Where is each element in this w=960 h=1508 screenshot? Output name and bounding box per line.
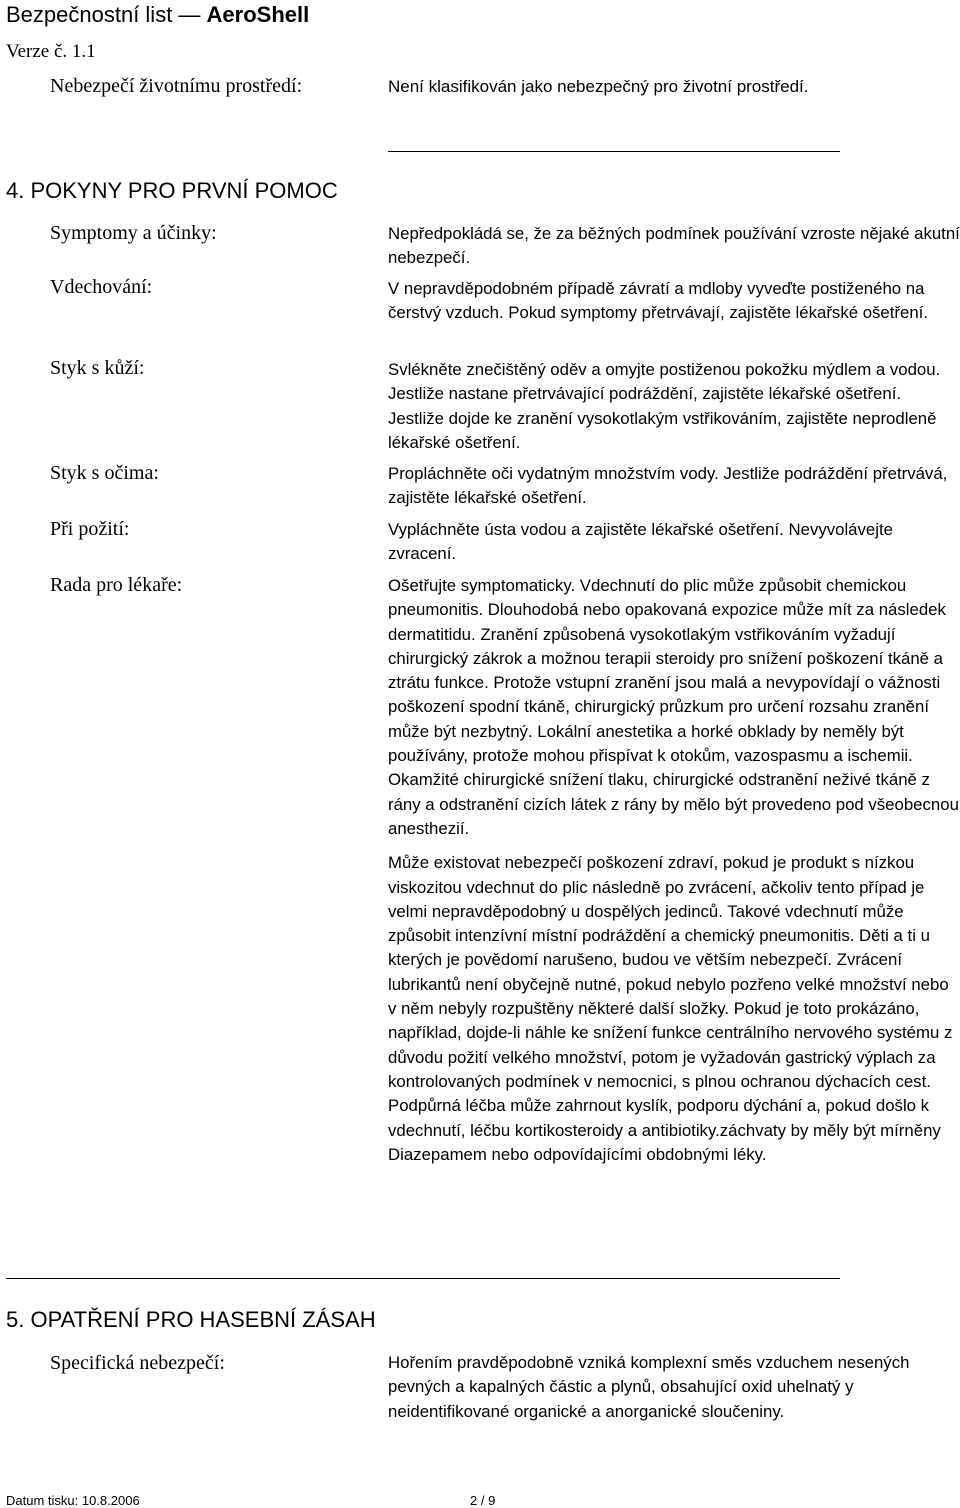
inhalation-label: Vdechování: xyxy=(50,276,153,298)
eye-contact-paragraph: Propláchněte oči vydatným množstvím vody. Jestliže podráždění přetrvává, zajistěte lékařské ošetření. xyxy=(388,464,948,508)
skin-contact-text xyxy=(388,358,960,455)
document-title-prefix: Bezpečnostní list — xyxy=(6,2,207,27)
page-number: 2 / 9 xyxy=(470,1493,496,1508)
eye-contact-text xyxy=(388,462,960,511)
inhalation-paragraph: V nepravděpodobném případě závratí a mdloby vyveďte postiženého na čerstvý vzduch. Pokud symptomy přetrvávají, zajistěte lékařské ošetření. xyxy=(388,279,929,323)
skin-contact-paragraph: Svlékněte znečištěný oděv a omyjte postiženou pokožku mýdlem a vodou. Jestliže nastane přetrvávající podráždění, zajistěte lékařské ošetření. Jestliže dojde ke zranění vysokotlakým vstřikováním, zajistěte neprodleně lékařské ošetření. xyxy=(388,360,941,452)
ingestion-text xyxy=(388,518,960,567)
specific-hazards-paragraph: Hořením pravděpodobně vzniká komplexní směs vzduchem nesených pevných a kapalných částic a plynů, obsahující oxid uhelnatý y neidentifikované organické a anorganické sloučeniny. xyxy=(388,1353,910,1421)
skin-contact-label: Styk s kůží: xyxy=(50,357,145,379)
environment-hazard-label: Nebezpečí životnímu prostředí: xyxy=(50,75,303,97)
physician-advice-paragraph-2: Může existovat nebezpečí poškození zdraví, pokud je produkt s nízkou viskozitou vdechnut do plic následně po zvrácení, ačkoliv tento případ je velmi nepravděpodobný u dospělých jedinců. Takové vdechnutí může způsobit intenzívní místní podráždění a chemický pneumonitis. Děti a ti u kterých je povědomí narušeno, budou ve větším nebezpečí. Zvrácení lubrikantů není obyčejně nutné, pokud nebylo pozřeno velké množství nebo v něm nebyly rozpuštěny některé další složky. Pokud je toto prokázáno, například, dojde-li náhle ke snížení funkce centrálního nervového systému z důvodu požití velkého množství, potom je vyžadován gastrický výplach za kontrolovaných podmínek v nemocnici, s plnou ochranou dýchacích cest. Podpůrná léčba může zahrnout kyslík, podporu dýchání a, pokud došlo k vdechnutí, léčbu kortikosteroidy a antibiotiky.záchvaty by měly být mírněny Diazepamem nebo odpovídajícími obdobnými léky. xyxy=(388,853,953,1164)
document-version: Verze č. 1.1 xyxy=(6,41,96,62)
section-divider xyxy=(388,151,840,152)
symptoms-text xyxy=(388,222,960,271)
ingestion-paragraph: Vypláchněte ústa vodou a zajistěte lékařské ošetření. Nevyvolávejte zvracení. xyxy=(388,520,893,564)
ingestion-label: Při požití: xyxy=(50,518,130,540)
physician-advice-text xyxy=(388,574,960,1167)
symptoms-paragraph: Nepředpokládá se, že za běžných podmínek používání vzroste nějaké akutní nebezpečí. xyxy=(388,224,960,268)
section-5-title: 5. OPATŘENÍ PRO HASEBNÍ ZÁSAH xyxy=(6,1307,376,1332)
inhalation-text xyxy=(388,277,960,326)
section-4-title: 4. POKYNY PRO PRVNÍ POMOC xyxy=(6,178,338,203)
print-date: Datum tisku: 10.8.2006 xyxy=(6,1493,140,1508)
document-title xyxy=(6,2,309,28)
symptoms-label: Symptomy a účinky: xyxy=(50,222,217,244)
document-brand: AeroShell xyxy=(206,2,310,27)
physician-advice-label: Rada pro lékaře: xyxy=(50,574,183,596)
section-divider xyxy=(6,1278,840,1279)
physician-advice-paragraph-1: Ošetřujte symptomaticky. Vdechnutí do plic může způsobit chemickou pneumonitis. Dlouhodobá nebo opakovaná expozice může mít za následek dermatitidu. Zranění způsobená vysokotlakým vstřikováním vyžadují chirurgický zákrok a možnou terapii steroidy pro snížení poškození tkáně a ztrátu funkce. Protože vstupní zranění jsou malá a nevypovídají o vážnosti poškození spodní tkáně, chirurgický průzkum pro určení rozsahu zranění může být nezbytný. Lokální anestetika a horké obklady by neměly být používány, protože mohou přispívat k otokům, vazospasmu a ischemii. Okamžité chirurgické snížení tlaku, chirurgické odstranění neživé tkáně z rány a odstranění cizích látek z rány by mělo být provedeno pod všeobecnou anesthezií. xyxy=(388,576,959,838)
specific-hazards-label: Specifická nebezpečí: xyxy=(50,1352,225,1374)
specific-hazards-text xyxy=(388,1351,960,1424)
environment-hazard-text: Není klasifikován jako nebezpečný pro životní prostředí. xyxy=(388,77,809,96)
eye-contact-label: Styk s očima: xyxy=(50,462,159,484)
